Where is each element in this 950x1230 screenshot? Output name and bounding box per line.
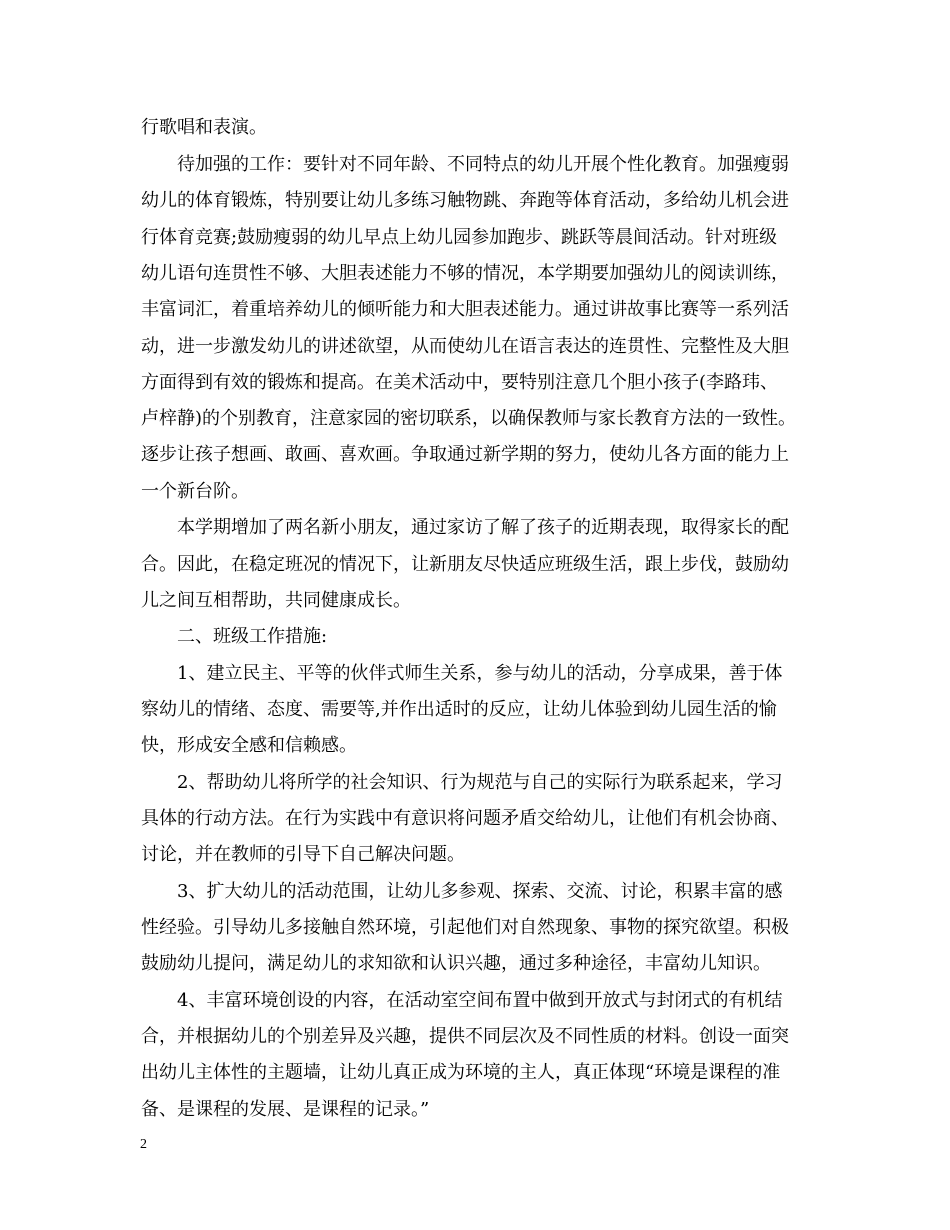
text-line: 待加强的工作：要针对不同年龄、不同特点的幼儿开展个性化教育。加强瘦弱 [177, 154, 789, 175]
text-line: 出幼儿主体性的主题墙，让幼儿真正成为环境的主人，真正体现“环境是课程的准 [141, 1062, 781, 1083]
text-line: 1、建立民主、平等的伙伴式师生关系，参与幼儿的活动，分享成果，善于体 [177, 663, 783, 684]
page-number: 2 [140, 1137, 147, 1152]
text-line: 鼓励幼儿提问，满足幼儿的求知欲和认识兴趣，通过多种途径，丰富幼儿知识。 [141, 953, 771, 974]
text-line: 行歌唱和表演。 [141, 117, 267, 138]
text-line: 备、是课程的发展、是课程的记录。” [141, 1099, 430, 1120]
text-line: 4、丰富环境创设的内容，在活动室空间布置中做到开放式与封闭式的有机结 [177, 990, 783, 1011]
text-line: 逐步让孩子想画、敢画、喜欢画。争取通过新学期的努力，使幼儿各方面的能力上 [141, 444, 789, 465]
text-line: 幼儿的体育锻炼，特别要让幼儿多练习触物跳、奔跑等体育活动，多给幼儿机会进 [141, 190, 789, 211]
text-line: 动，进一步激发幼儿的讲述欲望，从而使幼儿在语言表达的连贯性、完整性及大胆 [141, 336, 789, 357]
text-line: 快，形成安全感和信赖感。 [141, 735, 357, 756]
text-line: 方面得到有效的锻炼和提高。在美术活动中，要特别注意几个胆小孩子(李路玮、 [141, 372, 779, 393]
text-line: 卢梓静)的个别教育，注意家园的密切联系，以确保教师与家长教育方法的一致性。 [141, 408, 797, 429]
text-line: 丰富词汇，着重培养幼儿的倾听能力和大胆表述能力。通过讲故事比赛等一系列活 [141, 299, 789, 320]
text-line: 具体的行动方法。在行为实践中有意识将问题矛盾交给幼儿，让他们有机会协商、 [141, 808, 789, 829]
text-line: 合，并根据幼儿的个别差异及兴趣，提供不同层次及不同性质的材料。创设一面突 [141, 1026, 789, 1047]
text-line: 儿之间互相帮助，共同健康成长。 [141, 590, 411, 611]
text-line: 合。因此，在稳定班况的情况下，让新朋友尽快适应班级生活，跟上步伐，鼓励幼 [141, 554, 789, 575]
text-line: 察幼儿的情绪、态度、需要等,并作出适时的反应，让幼儿体验到幼儿园生活的愉 [141, 699, 777, 720]
text-line: 幼儿语句连贯性不够、大胆表述能力不够的情况，本学期要加强幼儿的阅读训练， [141, 263, 789, 284]
text-line: 行体育竞赛;鼓励瘦弱的幼儿早点上幼儿园参加跑步、跳跃等晨间活动。针对班级 [141, 227, 778, 248]
text-line: 二、班级工作措施: [177, 626, 328, 647]
text-line: 本学期增加了两名新小朋友，通过家访了解了孩子的近期表现，取得家长的配 [177, 517, 789, 538]
text-line: 3、扩大幼儿的活动范围，让幼儿多参观、探索、交流、讨论，积累丰富的感 [177, 881, 783, 902]
text-line: 2、帮助幼儿将所学的社会知识、行为规范与自己的实际行为联系起来，学习 [177, 772, 783, 793]
text-line: 性经验。引导幼儿多接触自然环境，引起他们对自然现象、事物的探究欲望。积极 [141, 917, 789, 938]
text-line: 讨论，并在教师的引导下自己解决问题。 [141, 844, 465, 865]
text-line: 一个新台阶。 [141, 481, 249, 502]
